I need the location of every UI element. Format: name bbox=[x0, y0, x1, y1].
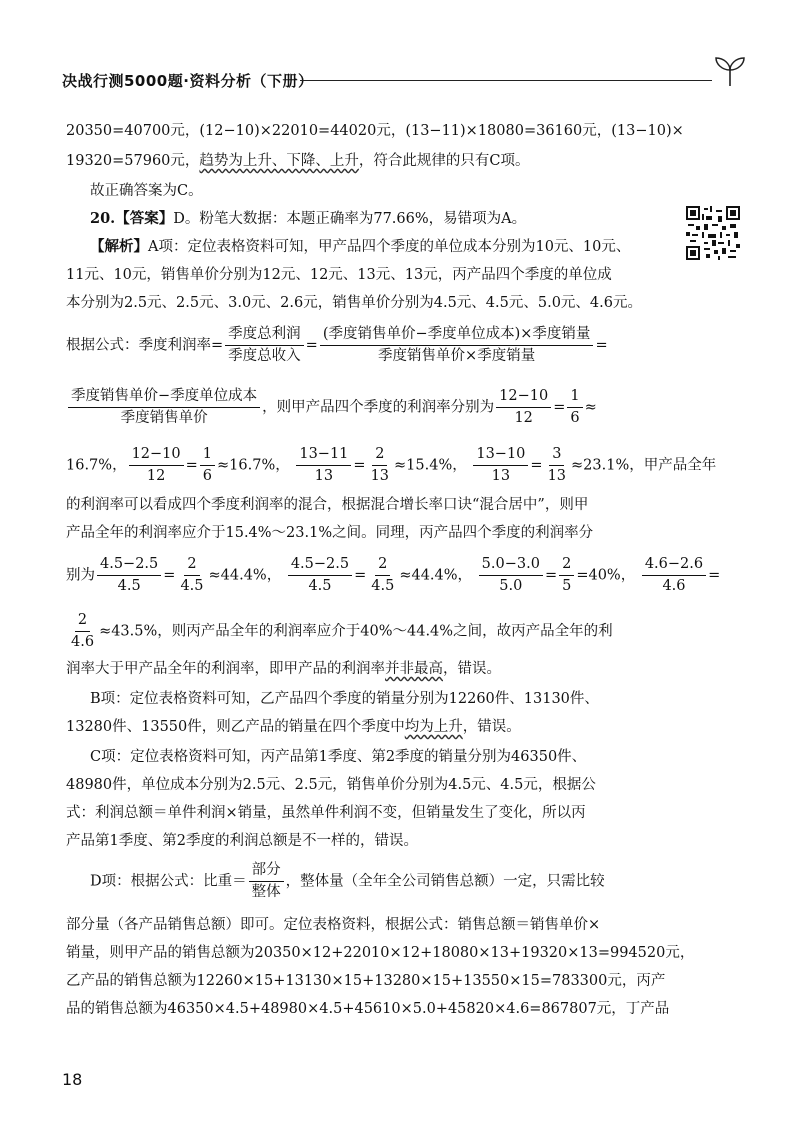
header-rule bbox=[300, 80, 712, 81]
fraction: $\frac{2}{4.5}$ bbox=[180, 556, 204, 594]
text-line: 部分量（各产品销售总额）即可。定位表格资料，根据公式：销售总额＝销售单价× bbox=[66, 917, 601, 933]
answer-line: 20.【答案】D。粉笔大数据：本题正确率为77.66%，易错项为A。 bbox=[90, 210, 527, 227]
fraction: $\frac{2}{13}$ bbox=[370, 446, 390, 484]
fraction: $\frac{1}{6}$ bbox=[200, 446, 215, 485]
text-line: 式：利润总额＝单件利润×销量，虽然单件利润不变，但销量发生了变化，所以丙 bbox=[66, 805, 586, 821]
text-line: 的利润率可以看成四个季度利润率的混合，根据混合增长率口诀“混合居中”，则甲 bbox=[66, 497, 589, 513]
text-line: B项：定位表格资料可知，乙产品四个季度的销量分别为12260件、13130件、 bbox=[90, 691, 599, 707]
text-line: 润率大于甲产品全年的利润率，即甲产品的利润率并非最高，错误。 bbox=[66, 661, 501, 677]
sprout-icon bbox=[712, 56, 748, 88]
text-line: 48980件，单位成本分别为2.5元、2.5元，销售单价分别为4.5元、4.5元，根据公 bbox=[66, 777, 596, 793]
formula-line: $\frac{\text{季度销售单价−季度单位成本}}{\text{季度销售单价}}$ ，则甲产品四个季度的利润率分别为 $\frac{12-10}{12}$ = $\frac{1}{6}$ ≈ bbox=[66, 388, 597, 427]
fraction: $\frac{4.5-2.5}{4.5}$ bbox=[97, 556, 161, 595]
formula-line: 16.7%， $\frac{12-10}{12}$ = $\frac{1}{6}$ ≈16.7%， $\frac{13-11}{13}$ = $\frac{2}{13}$ ≈15.4%， $\frac{13-10}{13}$ = $\frac{3}{13}$ ≈23.1%，甲产品全年 bbox=[66, 446, 717, 484]
text-line: 品的销售总额为46350×4.5+48980×4.5+45610×5.0+45820×4.6=867807元，丁产品 bbox=[66, 1001, 670, 1017]
fraction: $\frac{2}{5}$ bbox=[559, 556, 574, 595]
page-number: 18 bbox=[62, 1070, 83, 1089]
text-line: 11元、10元，销售单价分别为12元、12元、13元、13元，丙产品四个季度的单位成 bbox=[66, 267, 612, 283]
fraction: $\frac{12-10}{12}$ bbox=[496, 388, 551, 427]
formula-line: $\frac{2}{4.6}$ ≈43.5%，则丙产品全年的利润率应介于40%～44.4%之间，故丙产品全年的利 bbox=[66, 612, 613, 651]
fraction: $\frac{1}{6}$ bbox=[567, 388, 582, 427]
fraction: $\frac{5.0-3.0}{5.0}$ bbox=[479, 556, 543, 595]
text-line: 产品第1季度、第2季度的利润总额是不一样的，错误。 bbox=[66, 833, 418, 849]
fraction: $\frac{2}{4.6}$ bbox=[71, 612, 95, 650]
fraction: $\frac{12-10}{12}$ bbox=[129, 446, 184, 485]
fraction: $\frac{13-11}{13}$ bbox=[296, 446, 351, 485]
qr-code-icon[interactable] bbox=[686, 206, 740, 260]
text-line: 销量，则甲产品的销售总额为20350×12+22010×12+18080×13+19320×13=994520元， bbox=[66, 945, 695, 961]
text-line: 13280件、13550件，则乙产品的销量在四个季度中均为上升，错误。 bbox=[66, 719, 521, 735]
fraction: $\frac{\text{季度总利润}}{\text{季度总收入}}$ bbox=[225, 326, 304, 365]
fraction: $\frac{\text{部分}}{\text{整体}}$ bbox=[249, 862, 284, 901]
fraction: $\frac{\text{季度销售单价−季度单位成本}}{\text{季度销售单价}}$ bbox=[68, 388, 260, 427]
text-line: C项：定位表格资料可知，丙产品第1季度、第2季度的销量分别为46350件、 bbox=[90, 749, 587, 765]
analysis-line: 【解析】A项：定位表格资料可知，甲产品四个季度的单位成本分别为10元、10元、 bbox=[90, 238, 631, 255]
fraction: $\frac{2}{4.5}$ bbox=[371, 556, 395, 594]
text-line: 乙产品的销售总额为12260×15+13130×15+13280×15+13550×15=783300元，丙产 bbox=[66, 973, 666, 989]
formula-line: 别为 $\frac{4.5-2.5}{4.5}$ = $\frac{2}{4.5}$ ≈44.4%， $\frac{4.5-2.5}{4.5}$ = $\frac{2}{4.5}$ ≈44.4%， $\frac{5.0-3.0}{5.0}$ = $\frac{2}{5}$ =40%， $\frac{4.6-2.6}{4.6}$ = bbox=[66, 556, 721, 594]
fraction: $\frac{\text{(季度销售单价−季度单位成本)×季度销量}}{\text{季度销售单价×季度销量}}$ bbox=[320, 326, 594, 365]
text-line: 本分别为2.5元、2.5元、3.0元、2.6元，销售单价分别为4.5元、4.5元、5.0元、4.6元。 bbox=[66, 295, 642, 311]
text-line: 20350=40700元，(12−10)×22010=44020元，(13−11)×18080=36160元，(13−10)× bbox=[66, 123, 684, 139]
formula-line: D项：根据公式：比重＝ $\frac{\text{部分}}{\text{整体}}$ ，整体量（全年全公司销售总额）一定，只需比较 bbox=[90, 862, 605, 900]
fraction: $\frac{3}{13}$ bbox=[547, 446, 567, 484]
text-line: 产品全年的利润率应介于15.4%～23.1%之间。同理，丙产品四个季度的利润率分 bbox=[66, 525, 594, 541]
fraction: $\frac{13-10}{13}$ bbox=[473, 446, 528, 485]
text-line: 故正确答案为C。 bbox=[90, 183, 203, 199]
fraction: $\frac{4.5-2.5}{4.5}$ bbox=[288, 556, 352, 595]
fraction: $\frac{4.6-2.6}{4.6}$ bbox=[642, 556, 706, 595]
text-line: 19320=57960元，趋势为上升、下降、上升，符合此规律的只有C项。 bbox=[66, 153, 530, 169]
formula-line: 根据公式：季度利润率= $\frac{\text{季度总利润}}{\text{季度总收入}}$ = $\frac{\text{(季度销售单价−季度单位成本)×季度销量}}{\text{季度销售单价×季度销量}}$ = bbox=[66, 326, 608, 364]
running-header: 决战行测5000题·资料分析（下册） bbox=[62, 72, 314, 90]
